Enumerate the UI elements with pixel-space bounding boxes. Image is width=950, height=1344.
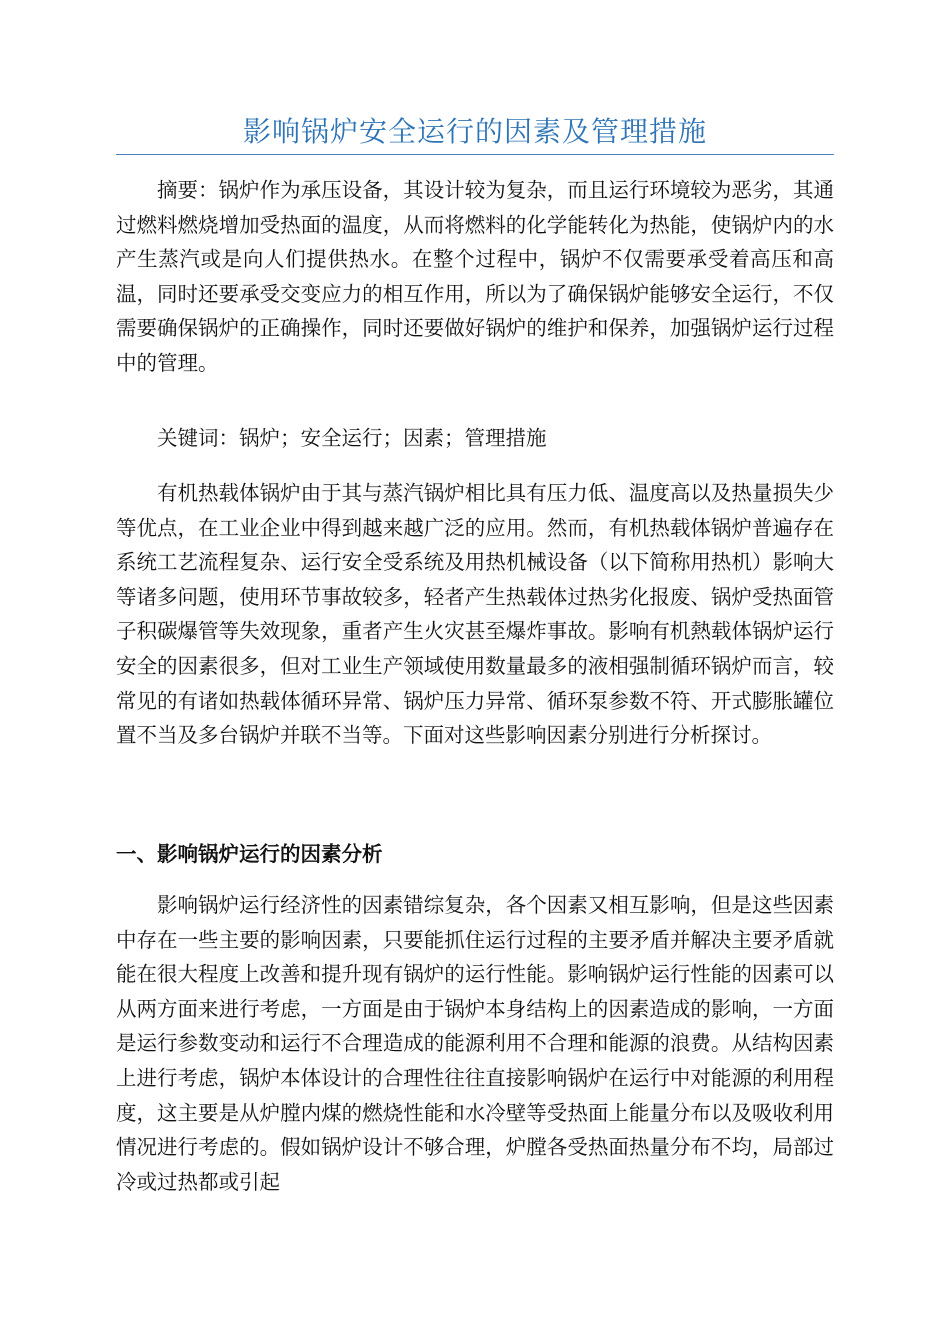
keywords-paragraph: 关键词：锅炉；安全运行；因素；管理措施	[157, 426, 547, 450]
abstract-paragraph: 摘要：锅炉作为承压设备，其设计较为复杂，而且运行环境较为恶劣，其通过燃料燃烧增加受热面的温度，从而将燃料的化学能转化为热能，使锅炉内的水产生蒸汽或是向人们提供热水。在整个过程中，锅炉不仅需要承受着高压和高温，同时还要承受交变应力的相互作用，所以为了确保锅炉能够安全运行，不仅需要确保锅炉的正确操作，同时还要做好锅炉的维护和保养，加强锅炉运行过程中的管理。	[116, 178, 834, 375]
section-1-paragraph: 影响锅炉运行经济性的因素错综复杂，各个因素又相互影响，但是这些因素中存在一些主要的影响因素，只要能抓住运行过程的主要矛盾并解决主要矛盾就能在很大程度上改善和提升现有锅炉的运行性能。影响锅炉运行性能的因素可以从两方面来进行考虑，一方面是由于锅炉本身结构上的因素造成的影响，一方面是运行参数变动和运行不合理造成的能源利用不合理和能源的浪费。从结构因素上进行考虑，锅炉本体设计的合理性往往直接影响锅炉在运行中对能源的利用程度，这主要是从炉膛内煤的燃烧性能和水冷壁等受热面上能量分布以及吸收利用情况进行考虑的。假如锅炉设计不够合理，炉膛各受热面热量分布不均，局部过冷或过热都或引起	[116, 893, 834, 1194]
intro-paragraph: 有机热载体锅炉由于其与蒸汽锅炉相比具有压力低、温度高以及热量损失少等优点，在工业企业中得到越来越广泛的应用。然而，有机热载体锅炉普遍存在系统工艺流程复杂、运行安全受系统及用热机械设备（以下简称用热机）影响大等诸多问题，使用环节事故较多，轻者产生热载体过热劣化报废、锅炉受热面管子积碳爆管等失效现象，重者产生火灾甚至爆炸事故。影响有机熱载体锅炉运行安全的因素很多，但对工业生产领域使用数量最多的液相强制循环锅炉而言，较常见的有诸如热载体循环异常、锅炉压力异常、循环泵参数不符、开式膨胀罐位置不当及多台锅炉并联不当等。下面对这些影响因素分别进行分析探讨。	[116, 481, 834, 748]
title-underline	[116, 154, 834, 155]
document-title: 影响锅炉安全运行的因素及管理措施	[242, 115, 707, 148]
section-1-heading: 一、影响锅炉运行的因素分析	[116, 842, 383, 866]
